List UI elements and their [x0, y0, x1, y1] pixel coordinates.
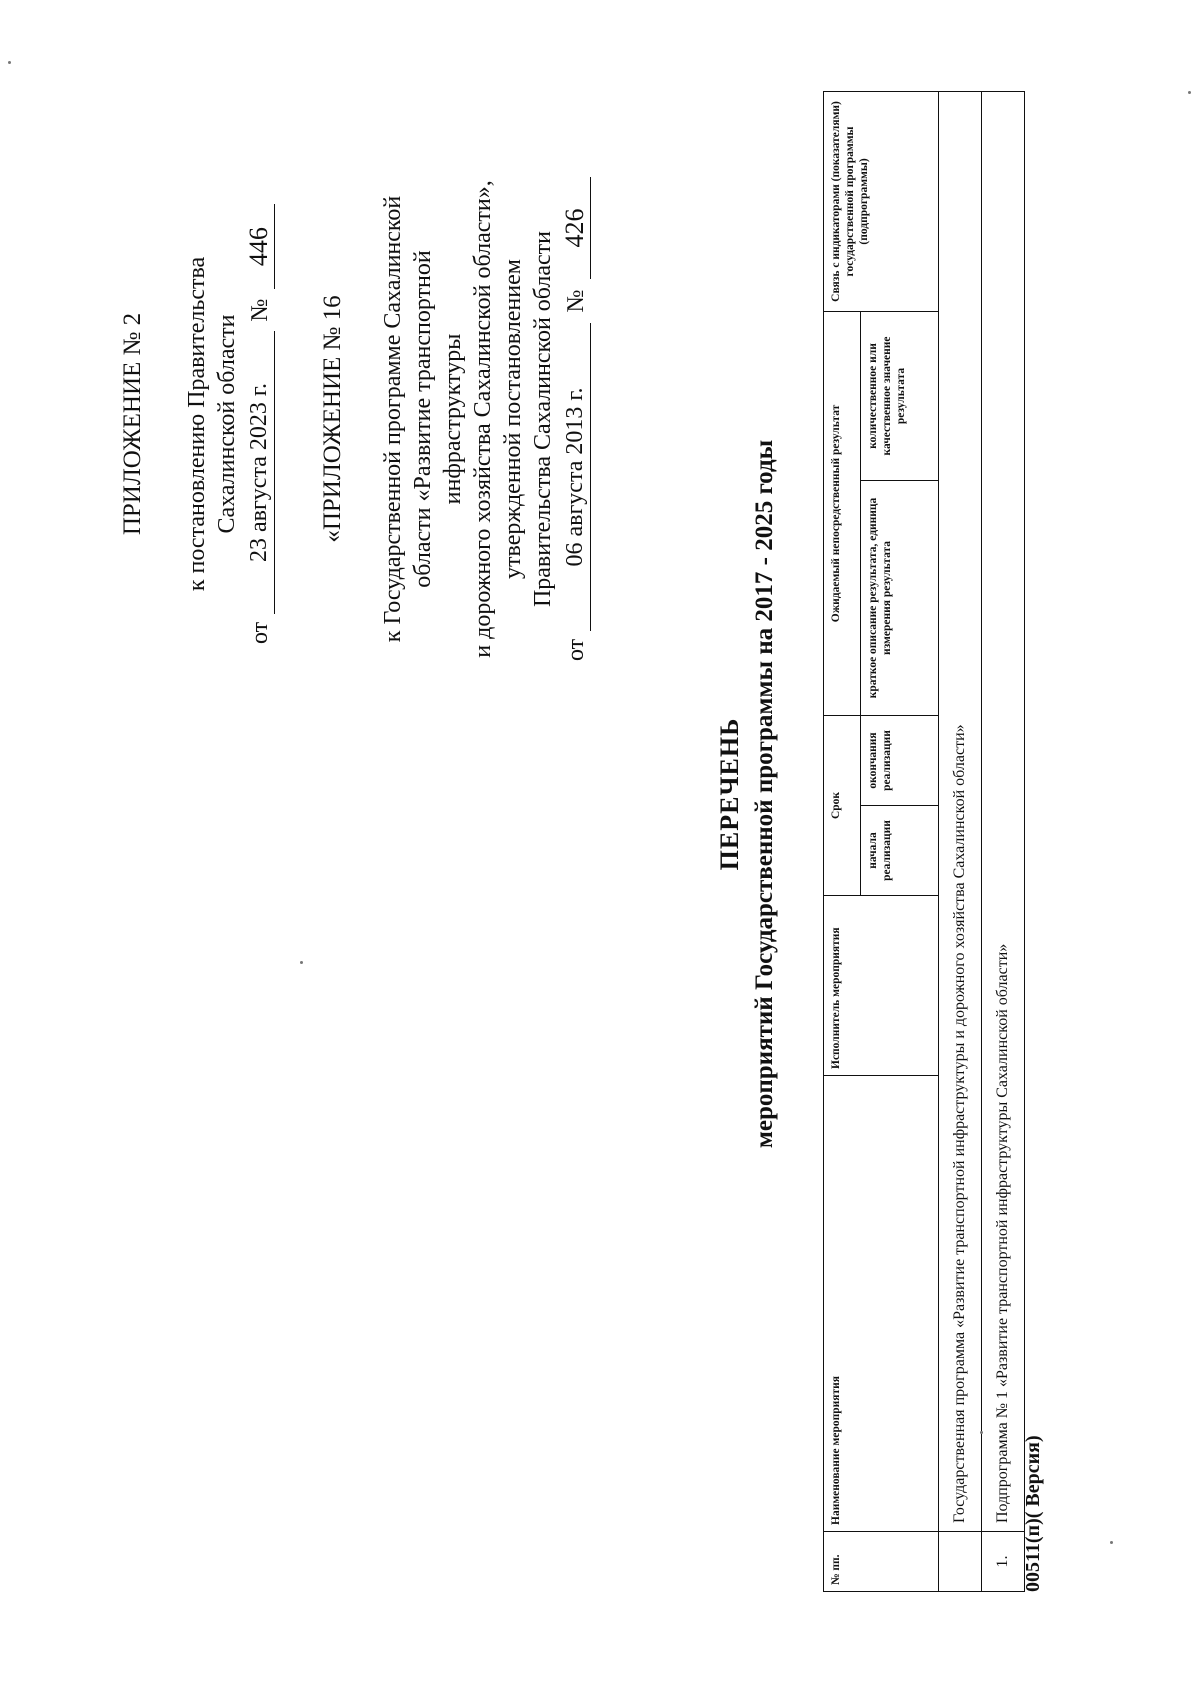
- appendix-16-block: [318, 174, 591, 664]
- appendix-16-line5: Правительства Сахалинской области: [530, 230, 556, 608]
- document-code: 00511(п)( Версия): [1022, 1435, 1044, 1592]
- appendix-16-line1: к Государственной программе Сахалинской: [380, 195, 406, 643]
- appendix-2-number: 446: [244, 204, 275, 289]
- appendix-16-number: 426: [560, 177, 591, 279]
- scan-speck: [1188, 91, 1191, 94]
- appendix-16-date: 06 августа 2013 г.: [560, 323, 591, 631]
- header-result-description: краткое описание результата, единица измерения результата: [861, 480, 939, 715]
- header-result-value: количественное или качественное значение результата: [861, 311, 939, 480]
- row-number: [939, 1532, 982, 1592]
- document-subtitle: мероприятий Государственной программы на 2017 - 2025 годы: [751, 439, 778, 1149]
- appendix-2-from-label: от: [247, 621, 273, 644]
- events-table: [823, 91, 1025, 1592]
- table-row: [982, 91, 1025, 1591]
- header-term-start: начала реализации: [861, 806, 939, 896]
- appendix-2-date-row: [244, 204, 275, 644]
- header-indicator-link: Связь с индикаторами (показателями) государственной программы (подпрограммы): [824, 91, 939, 311]
- row-program-title: Государственная программа «Развитие транспортной инфраструктуры и дорожного хозяйства Сахалинской области»: [939, 91, 982, 1531]
- header-number: № пп.: [824, 1532, 939, 1592]
- appendix-16-line3: и дорожного хозяйства Сахалинской области»,: [470, 180, 496, 658]
- header-term: Срок: [824, 715, 861, 895]
- scan-speck: [8, 61, 11, 64]
- scan-speck: [1110, 1541, 1113, 1544]
- row-number: 1.: [982, 1532, 1025, 1592]
- table-row: [939, 91, 982, 1591]
- appendix-2-title: ПРИЛОЖЕНИЕ № 2: [119, 312, 146, 536]
- appendix-16-line2: области «Развитие транспортной инфраструктуры: [410, 250, 466, 588]
- appendix-16-number-label: №: [563, 289, 589, 313]
- scan-speck: [980, 1431, 983, 1434]
- document-heading: [715, 234, 779, 1354]
- header-executor: Исполнитель мероприятия: [824, 896, 939, 1076]
- header-result: Ожидаемый непосредственный результат: [824, 311, 861, 715]
- document-title: ПЕРЕЧЕНЬ: [715, 717, 744, 871]
- row-subprogram-title: Подпрограмма № 1 «Развитие транспортной инфраструктуры Сахалинской области»: [982, 91, 1025, 1531]
- appendix-2-number-label: №: [247, 298, 273, 322]
- appendix-2-line1: к постановлению Правительства: [184, 256, 210, 592]
- header-event-name: Наименование мероприятия: [824, 1076, 939, 1532]
- appendix-2-date: 23 августа 2023 г.: [244, 331, 275, 614]
- header-term-end: окончания реализации: [861, 715, 939, 805]
- appendix-16-title: «ПРИЛОЖЕНИЕ № 16: [319, 295, 346, 543]
- appendix-16-date-row: [560, 174, 591, 664]
- appendix-2-line2: Сахалинской области: [214, 314, 240, 534]
- appendix-16-from-label: от: [563, 638, 589, 661]
- appendix-16-line4: утвержденной постановлением: [500, 259, 526, 579]
- scan-speck: [300, 961, 303, 964]
- appendix-2-block: [118, 204, 275, 644]
